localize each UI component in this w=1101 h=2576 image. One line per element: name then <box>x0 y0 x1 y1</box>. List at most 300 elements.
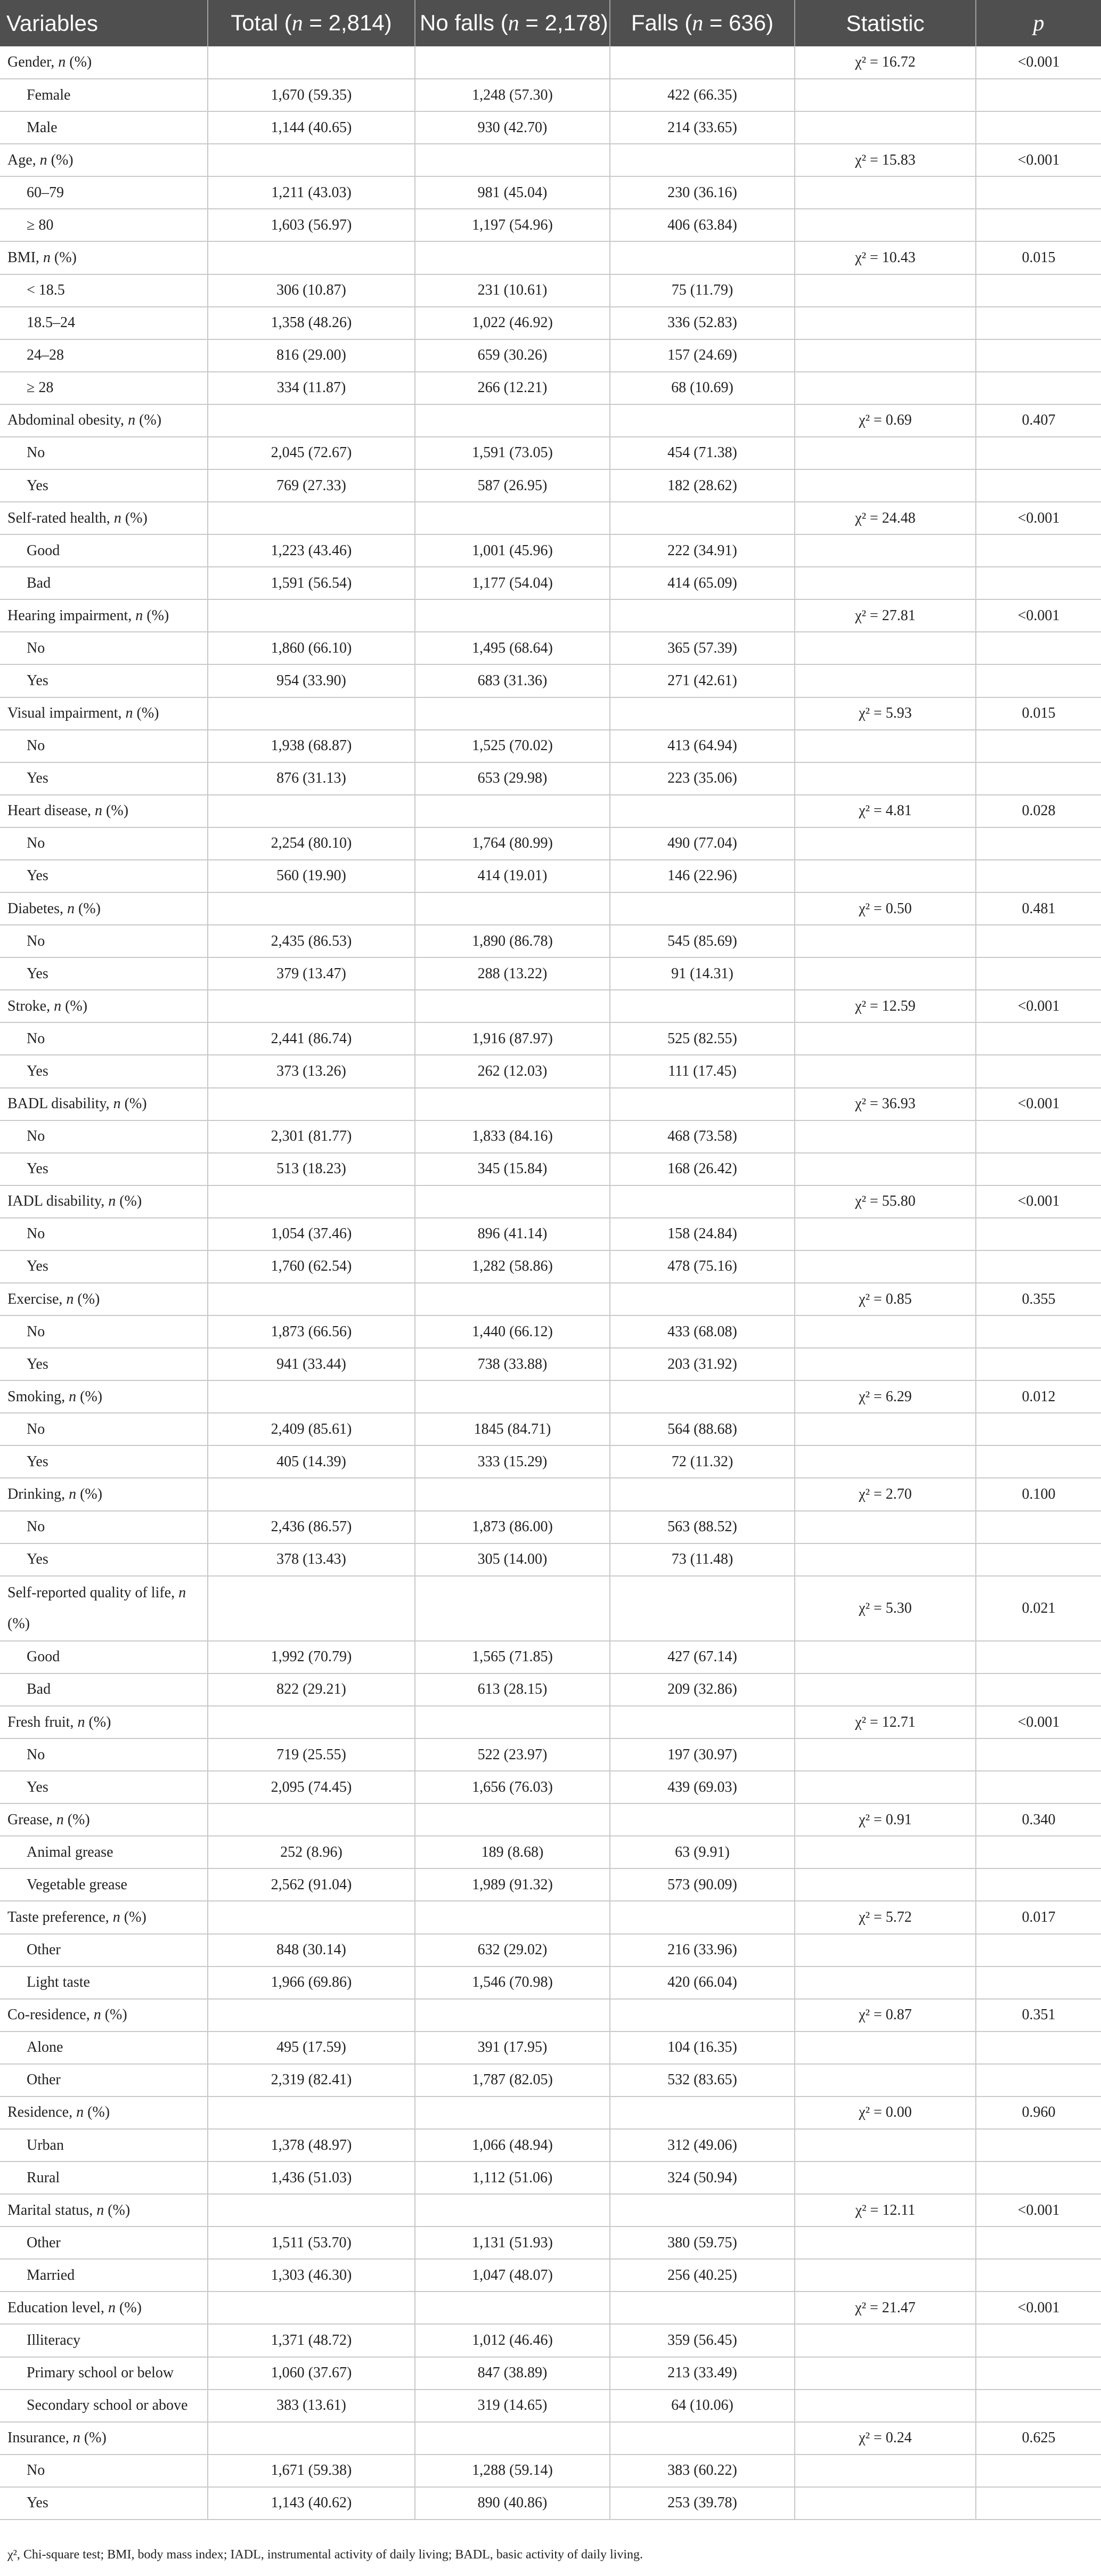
cell-total: 1,591 (56.54) <box>208 567 415 599</box>
cell-falls: 427 (67.14) <box>610 1641 795 1673</box>
category-row <box>0 1088 1101 1120</box>
cell-statistic <box>795 1771 976 1803</box>
category-row <box>0 1380 1101 1413</box>
cell-statistic <box>795 632 976 664</box>
cell-total: 334 (11.87) <box>208 372 415 404</box>
row-label: No <box>0 730 208 762</box>
cell-falls: 197 (30.97) <box>610 1738 795 1771</box>
cell-statistic <box>795 2324 976 2356</box>
row-label: No <box>0 437 208 469</box>
cell-statistic: χ² = 16.72 <box>795 46 976 79</box>
cell-statistic <box>795 1315 976 1348</box>
cell-statistic <box>795 2487 976 2520</box>
cell-no-falls <box>415 599 610 632</box>
cell-total: 876 (31.13) <box>208 762 415 795</box>
row-label: Co-residence, n (%) <box>0 1999 208 2031</box>
cell-total: 383 (13.61) <box>208 2390 415 2422</box>
cell-no-falls: 1,440 (66.12) <box>415 1315 610 1348</box>
cell-no-falls: 1,591 (73.05) <box>415 437 610 469</box>
cell-statistic <box>795 1445 976 1478</box>
cell-no-falls: 632 (29.02) <box>415 1934 610 1966</box>
row-label: Yes <box>0 1543 208 1576</box>
row-label: Education level, n (%) <box>0 2291 208 2324</box>
row-label: Yes <box>0 1771 208 1803</box>
category-row <box>0 2291 1101 2324</box>
cell-falls: 203 (31.92) <box>610 1348 795 1380</box>
cell-p: <0.001 <box>976 1185 1101 1218</box>
cell-total <box>208 990 415 1022</box>
cell-statistic: χ² = 2.70 <box>795 1478 976 1510</box>
cell-p: 0.960 <box>976 2096 1101 2129</box>
category-row <box>0 1185 1101 1218</box>
cell-no-falls: 414 (19.01) <box>415 860 610 892</box>
cell-p <box>976 534 1101 567</box>
cell-statistic <box>795 2390 976 2422</box>
cell-falls: 256 (40.25) <box>610 2259 795 2291</box>
cell-no-falls: 1,282 (58.86) <box>415 1250 610 1283</box>
cell-falls <box>610 2194 795 2226</box>
cell-total: 1,603 (56.97) <box>208 209 415 241</box>
table-row <box>0 827 1101 860</box>
cell-p <box>976 1836 1101 1868</box>
cell-p: 0.015 <box>976 241 1101 274</box>
cell-falls: 213 (33.49) <box>610 2357 795 2390</box>
cell-no-falls <box>415 2194 610 2226</box>
table-row <box>0 534 1101 567</box>
cell-no-falls: 1,012 (46.46) <box>415 2324 610 2356</box>
cell-statistic <box>795 2455 976 2487</box>
cell-total <box>208 1283 415 1315</box>
cell-total: 1,378 (48.97) <box>208 2129 415 2161</box>
row-label: Gender, n (%) <box>0 46 208 79</box>
table-row <box>0 1511 1101 1543</box>
cell-total: 719 (25.55) <box>208 1738 415 1771</box>
cell-total: 2,436 (86.57) <box>208 1511 415 1543</box>
table-row <box>0 2390 1101 2422</box>
cell-total: 513 (18.23) <box>208 1153 415 1185</box>
table-row <box>0 1022 1101 1055</box>
cell-total: 1,511 (53.70) <box>208 2226 415 2259</box>
table-row <box>0 1218 1101 1250</box>
row-label: Self-reported quality of life, n (%) <box>0 1576 208 1641</box>
cell-falls: 468 (73.58) <box>610 1120 795 1153</box>
cell-no-falls: 1,787 (82.05) <box>415 2064 610 2096</box>
row-label: Bad <box>0 567 208 599</box>
row-label: Hearing impairment, n (%) <box>0 599 208 632</box>
row-label: Visual impairment, n (%) <box>0 697 208 730</box>
cell-total: 1,060 (37.67) <box>208 2357 415 2390</box>
cell-total: 769 (27.33) <box>208 469 415 502</box>
cell-falls <box>610 144 795 176</box>
table-row <box>0 111 1101 144</box>
cell-p <box>976 632 1101 664</box>
cell-falls: 72 (11.32) <box>610 1445 795 1478</box>
cell-statistic: χ² = 0.50 <box>795 892 976 925</box>
category-row <box>0 2194 1101 2226</box>
cell-p <box>976 664 1101 697</box>
cell-no-falls: 613 (28.15) <box>415 1673 610 1706</box>
cell-p: 0.021 <box>976 1576 1101 1641</box>
cell-p <box>976 925 1101 957</box>
cell-total: 822 (29.21) <box>208 1673 415 1706</box>
table-row <box>0 1055 1101 1087</box>
table-row <box>0 567 1101 599</box>
category-row <box>0 46 1101 79</box>
cell-no-falls <box>415 1576 610 1641</box>
cell-falls <box>610 241 795 274</box>
cell-falls <box>610 1576 795 1641</box>
cell-statistic <box>795 1250 976 1283</box>
cell-total <box>208 46 415 79</box>
cell-p <box>976 1641 1101 1673</box>
cell-no-falls <box>415 144 610 176</box>
row-label: Yes <box>0 1153 208 1185</box>
cell-falls: 380 (59.75) <box>610 2226 795 2259</box>
cell-falls <box>610 795 795 827</box>
cell-falls: 253 (39.78) <box>610 2487 795 2520</box>
table-row <box>0 307 1101 339</box>
category-row <box>0 990 1101 1022</box>
cell-statistic: χ² = 10.43 <box>795 241 976 274</box>
cell-no-falls: 653 (29.98) <box>415 762 610 795</box>
cell-statistic: χ² = 0.00 <box>795 2096 976 2129</box>
cell-falls <box>610 1803 795 1836</box>
row-label: Secondary school or above <box>0 2390 208 2422</box>
cell-statistic <box>795 925 976 957</box>
cell-statistic: χ² = 15.83 <box>795 144 976 176</box>
cell-no-falls <box>415 1283 610 1315</box>
cell-statistic: χ² = 27.81 <box>795 599 976 632</box>
cell-no-falls: 305 (14.00) <box>415 1543 610 1576</box>
cell-total <box>208 502 415 534</box>
category-row <box>0 1999 1101 2031</box>
cell-no-falls: 1,495 (68.64) <box>415 632 610 664</box>
cell-total <box>208 2422 415 2455</box>
cell-total <box>208 144 415 176</box>
cell-statistic <box>795 2031 976 2064</box>
cell-statistic: χ² = 6.29 <box>795 1380 976 1413</box>
cell-no-falls <box>415 46 610 79</box>
cell-total: 2,301 (81.77) <box>208 1120 415 1153</box>
cell-falls: 63 (9.91) <box>610 1836 795 1868</box>
category-row <box>0 241 1101 274</box>
cell-statistic <box>795 1641 976 1673</box>
cell-falls: 209 (32.86) <box>610 1673 795 1706</box>
row-label: No <box>0 1413 208 1445</box>
cell-statistic: χ² = 55.80 <box>795 1185 976 1218</box>
cell-p <box>976 1250 1101 1283</box>
row-label: Bad <box>0 1673 208 1706</box>
cell-total: 1,358 (48.26) <box>208 307 415 339</box>
table-row <box>0 437 1101 469</box>
row-label: Age, n (%) <box>0 144 208 176</box>
header-variables: Variables <box>6 10 98 36</box>
row-label: No <box>0 1218 208 1250</box>
row-label: ≥ 80 <box>0 209 208 241</box>
row-label: No <box>0 1511 208 1543</box>
cell-total: 1,303 (46.30) <box>208 2259 415 2291</box>
cell-total <box>208 404 415 437</box>
cell-no-falls: 1,197 (54.96) <box>415 209 610 241</box>
cell-falls <box>610 1283 795 1315</box>
cell-p <box>976 339 1101 372</box>
table-row <box>0 274 1101 307</box>
cell-total: 1,760 (62.54) <box>208 1250 415 1283</box>
cell-falls: 420 (66.04) <box>610 1966 795 1999</box>
cell-statistic: χ² = 0.91 <box>795 1803 976 1836</box>
cell-statistic: χ² = 0.87 <box>795 1999 976 2031</box>
cell-p <box>976 2357 1101 2390</box>
cell-statistic <box>795 860 976 892</box>
cell-no-falls: 1,177 (54.04) <box>415 567 610 599</box>
cell-total <box>208 1185 415 1218</box>
cell-falls: 532 (83.65) <box>610 2064 795 2096</box>
cell-total: 2,319 (82.41) <box>208 2064 415 2096</box>
cell-p <box>976 1218 1101 1250</box>
cell-p: 0.012 <box>976 1380 1101 1413</box>
table-row <box>0 339 1101 372</box>
table-row <box>0 1868 1101 1901</box>
table-row <box>0 1641 1101 1673</box>
row-label: Yes <box>0 469 208 502</box>
cell-falls <box>610 1706 795 1738</box>
cell-no-falls: 345 (15.84) <box>415 1153 610 1185</box>
category-row <box>0 892 1101 925</box>
cell-p <box>976 567 1101 599</box>
cell-no-falls: 319 (14.65) <box>415 2390 610 2422</box>
cell-statistic <box>795 437 976 469</box>
cell-statistic <box>795 1966 976 1999</box>
table-row <box>0 2259 1101 2291</box>
row-label: ≥ 28 <box>0 372 208 404</box>
cell-falls: 564 (88.68) <box>610 1413 795 1445</box>
cell-falls: 222 (34.91) <box>610 534 795 567</box>
header-row <box>0 0 1101 46</box>
cell-total <box>208 599 415 632</box>
cell-p <box>976 1413 1101 1445</box>
cell-falls: 433 (68.08) <box>610 1315 795 1348</box>
cell-no-falls: 659 (30.26) <box>415 339 610 372</box>
category-row <box>0 1576 1101 1641</box>
cell-falls: 365 (57.39) <box>610 632 795 664</box>
cell-statistic <box>795 730 976 762</box>
cell-total <box>208 2194 415 2226</box>
category-row <box>0 1901 1101 1933</box>
table-row <box>0 664 1101 697</box>
cell-p <box>976 1543 1101 1576</box>
cell-no-falls <box>415 892 610 925</box>
row-label: Primary school or below <box>0 2357 208 2390</box>
cell-p <box>976 372 1101 404</box>
cell-total <box>208 2096 415 2129</box>
row-label: Other <box>0 2064 208 2096</box>
cell-p: <0.001 <box>976 1706 1101 1738</box>
header-falls: Falls (n = 636) <box>610 0 795 46</box>
cell-total: 560 (19.90) <box>208 860 415 892</box>
cell-statistic <box>795 762 976 795</box>
cell-statistic <box>795 1511 976 1543</box>
table-row <box>0 1120 1101 1153</box>
cell-no-falls: 1,525 (70.02) <box>415 730 610 762</box>
cell-no-falls: 847 (38.89) <box>415 2357 610 2390</box>
row-label: Yes <box>0 2487 208 2520</box>
row-label: Residence, n (%) <box>0 2096 208 2129</box>
cell-falls: 439 (69.03) <box>610 1771 795 1803</box>
cell-total: 941 (33.44) <box>208 1348 415 1380</box>
cell-statistic: χ² = 5.93 <box>795 697 976 730</box>
cell-falls: 216 (33.96) <box>610 1934 795 1966</box>
cell-p <box>976 1315 1101 1348</box>
cell-falls: 422 (66.35) <box>610 79 795 111</box>
header-p: p <box>976 0 1101 46</box>
cell-p <box>976 1868 1101 1901</box>
cell-statistic <box>795 2226 976 2259</box>
row-label: Good <box>0 534 208 567</box>
row-label: Illiteracy <box>0 2324 208 2356</box>
cell-total <box>208 241 415 274</box>
cell-total: 2,045 (72.67) <box>208 437 415 469</box>
cell-p <box>976 2129 1101 2161</box>
cell-falls: 271 (42.61) <box>610 664 795 697</box>
cell-p: 0.351 <box>976 1999 1101 2031</box>
cell-no-falls: 391 (17.95) <box>415 2031 610 2064</box>
row-label: Yes <box>0 1055 208 1087</box>
cell-falls <box>610 1999 795 2031</box>
cell-falls <box>610 502 795 534</box>
cell-p <box>976 827 1101 860</box>
cell-no-falls: 1,656 (76.03) <box>415 1771 610 1803</box>
cell-falls: 73 (11.48) <box>610 1543 795 1576</box>
category-row <box>0 795 1101 827</box>
cell-falls: 312 (49.06) <box>610 2129 795 2161</box>
cell-falls: 223 (35.06) <box>610 762 795 795</box>
cell-no-falls: 231 (10.61) <box>415 274 610 307</box>
footnote: χ², Chi-square test; BMI, body mass index; IADL, instrumental activity of daily living; BADL, basic activity of daily living. <box>7 2548 643 2562</box>
row-label: Vegetable grease <box>0 1868 208 1901</box>
row-label: 24–28 <box>0 339 208 372</box>
cell-statistic <box>795 1673 976 1706</box>
cell-statistic <box>795 176 976 209</box>
cell-statistic: χ² = 36.93 <box>795 1088 976 1120</box>
cell-statistic: χ² = 0.69 <box>795 404 976 437</box>
cell-statistic: χ² = 12.71 <box>795 1706 976 1738</box>
cell-no-falls <box>415 1380 610 1413</box>
cell-falls <box>610 2422 795 2455</box>
category-row <box>0 2096 1101 2129</box>
cell-p <box>976 1445 1101 1478</box>
cell-total: 1,938 (68.87) <box>208 730 415 762</box>
cell-total <box>208 1706 415 1738</box>
table-row <box>0 2324 1101 2356</box>
cell-statistic <box>795 567 976 599</box>
row-label: No <box>0 632 208 664</box>
row-label: Fresh fruit, n (%) <box>0 1706 208 1738</box>
cell-total: 1,670 (59.35) <box>208 79 415 111</box>
row-label: Drinking, n (%) <box>0 1478 208 1510</box>
table-row <box>0 730 1101 762</box>
cell-no-falls: 1,001 (45.96) <box>415 534 610 567</box>
category-row <box>0 1706 1101 1738</box>
category-row <box>0 1803 1101 1836</box>
table-header <box>0 0 1101 46</box>
cell-no-falls: 1,890 (86.78) <box>415 925 610 957</box>
cell-total: 2,254 (80.10) <box>208 827 415 860</box>
cell-no-falls: 522 (23.97) <box>415 1738 610 1771</box>
cell-total: 2,409 (85.61) <box>208 1413 415 1445</box>
cell-falls: 111 (17.45) <box>610 1055 795 1087</box>
table-row <box>0 1250 1101 1283</box>
cell-statistic <box>795 1218 976 1250</box>
cell-no-falls: 1,131 (51.93) <box>415 2226 610 2259</box>
cell-no-falls: 1,112 (51.06) <box>415 2161 610 2194</box>
table-row <box>0 1738 1101 1771</box>
table-row <box>0 469 1101 502</box>
row-label: Self-rated health, n (%) <box>0 502 208 534</box>
cell-p: 0.100 <box>976 1478 1101 1510</box>
cell-statistic <box>795 1836 976 1868</box>
cell-p <box>976 307 1101 339</box>
cell-total: 1,873 (66.56) <box>208 1315 415 1348</box>
cell-falls: 168 (26.42) <box>610 1153 795 1185</box>
cell-statistic <box>795 2064 976 2096</box>
cell-falls: 157 (24.69) <box>610 339 795 372</box>
cell-total <box>208 1576 415 1641</box>
cell-p <box>976 437 1101 469</box>
row-label: Heart disease, n (%) <box>0 795 208 827</box>
row-label: Other <box>0 2226 208 2259</box>
cell-falls: 158 (24.84) <box>610 1218 795 1250</box>
cell-no-falls <box>415 1999 610 2031</box>
row-label: Rural <box>0 2161 208 2194</box>
cell-statistic: χ² = 0.24 <box>795 2422 976 2455</box>
row-label: BMI, n (%) <box>0 241 208 274</box>
table-body <box>0 46 1101 2520</box>
cell-falls: 383 (60.22) <box>610 2455 795 2487</box>
cell-p: <0.001 <box>976 144 1101 176</box>
cell-falls: 359 (56.45) <box>610 2324 795 2356</box>
row-label: Other <box>0 1934 208 1966</box>
cell-no-falls: 1,916 (87.97) <box>415 1022 610 1055</box>
cell-no-falls <box>415 404 610 437</box>
cell-falls: 573 (90.09) <box>610 1868 795 1901</box>
cell-statistic <box>795 1055 976 1087</box>
row-label: 18.5–24 <box>0 307 208 339</box>
table-row <box>0 79 1101 111</box>
cell-total <box>208 1380 415 1413</box>
cell-total <box>208 697 415 730</box>
cell-statistic <box>795 1868 976 1901</box>
cell-p: 0.017 <box>976 1901 1101 1933</box>
table-row <box>0 2455 1101 2487</box>
cell-no-falls <box>415 795 610 827</box>
category-row <box>0 404 1101 437</box>
row-label: Male <box>0 111 208 144</box>
cell-falls: 104 (16.35) <box>610 2031 795 2064</box>
cell-statistic <box>795 1120 976 1153</box>
cell-p <box>976 2226 1101 2259</box>
row-label: Diabetes, n (%) <box>0 892 208 925</box>
cell-p <box>976 469 1101 502</box>
header-total: Total (n = 2,814) <box>208 0 415 46</box>
category-row <box>0 1283 1101 1315</box>
cell-falls: 413 (64.94) <box>610 730 795 762</box>
cell-falls: 525 (82.55) <box>610 1022 795 1055</box>
table-row <box>0 1315 1101 1348</box>
table-row <box>0 2031 1101 2064</box>
cell-statistic <box>795 957 976 990</box>
cell-falls <box>610 599 795 632</box>
cell-total: 1,054 (37.46) <box>208 1218 415 1250</box>
